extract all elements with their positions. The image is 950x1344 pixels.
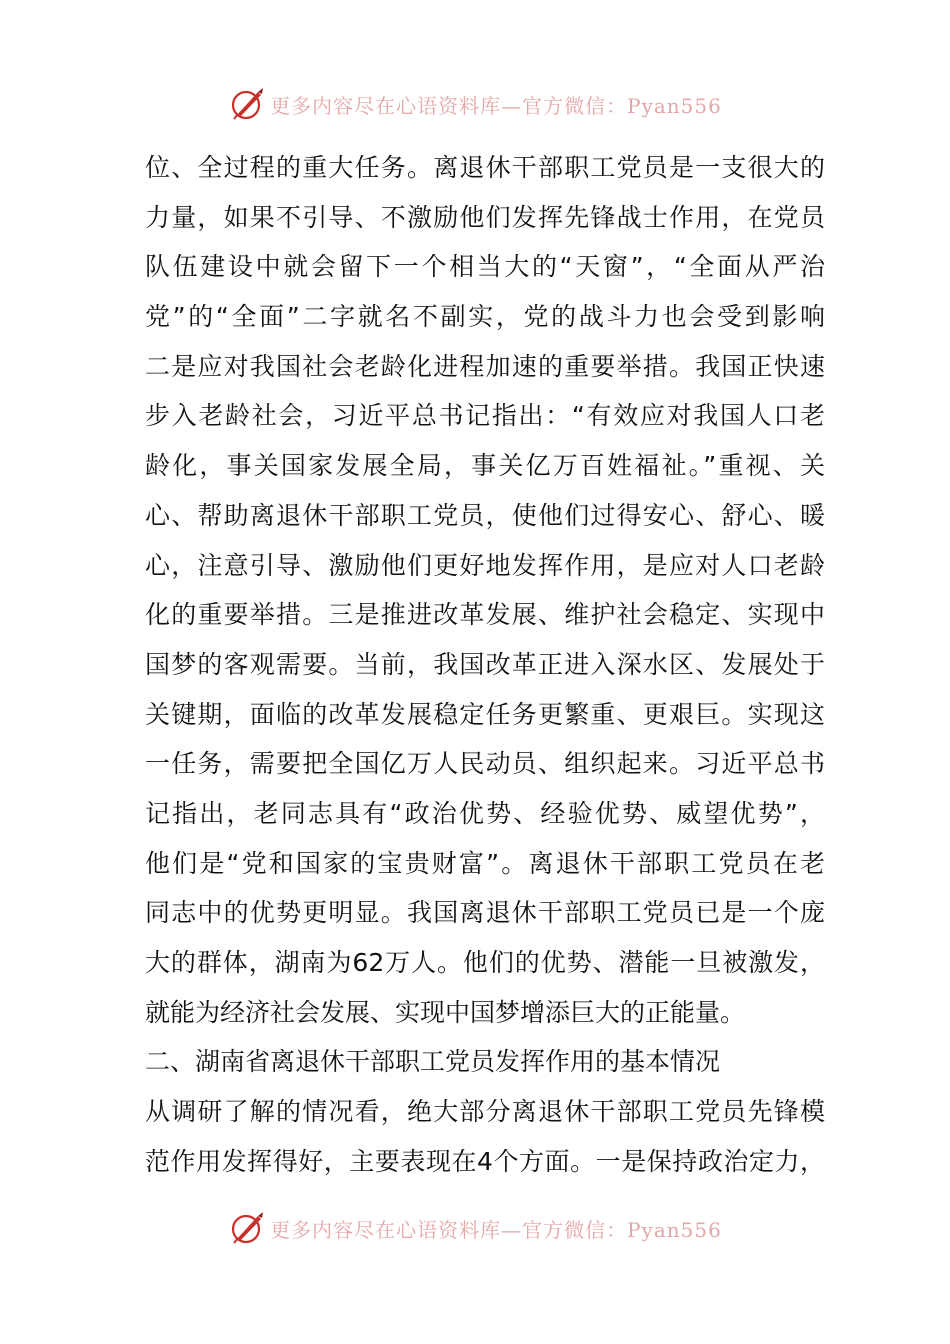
quill-pen-circle-icon xyxy=(228,1210,266,1246)
text-line: 队伍建设中就会留下一个相当大的“天窗”，“全面从严治 xyxy=(145,252,825,282)
text-line: 化的重要举措。三是推进改革发展、维护社会稳定、实现中 xyxy=(145,600,825,630)
text-line: 心、帮助离退休干部职工党员，使他们过得安心、舒心、暖 xyxy=(145,500,825,530)
text-line: 步入老龄社会，习近平总书记指出：“有效应对我国人口老 xyxy=(145,401,825,431)
text-line: 记指出，老同志具有“政治优势、经验优势、威望优势”， xyxy=(145,798,825,828)
watermark-banner-top xyxy=(0,84,950,124)
text-line: 范作用发挥得好，主要表现在4个方面。一是保持政治定力， xyxy=(145,1146,825,1176)
quill-pen-circle-icon xyxy=(228,86,266,122)
section-heading: 二、湖南省离退休干部职工党员发挥作用的基本情况 xyxy=(145,1047,721,1077)
text-line: 他们是“党和国家的宝贵财富”。离退休干部职工党员在老 xyxy=(145,848,825,878)
text-line: 一任务，需要把全国亿万人民动员、组织起来。习近平总书 xyxy=(145,749,825,779)
watermark-text: 更多内容尽在心语资料库—官方微信：Pyan556 xyxy=(270,93,722,118)
text-line: 关键期，面临的改革发展稳定任务更繁重、更艰巨。实现这 xyxy=(145,699,825,729)
text-line: 大的群体，湖南为62万人。他们的优势、潜能一旦被激发， xyxy=(145,948,825,977)
watermark-text: 更多内容尽在心语资料库—官方微信：Pyan556 xyxy=(270,1217,722,1242)
text-line: 力量，如果不引导、不激励他们发挥先锋战士作用，在党员 xyxy=(145,202,825,232)
text-line: 位、全过程的重大任务。离退休干部职工党员是一支很大的 xyxy=(145,153,825,182)
text-line: 党”的“全面”二字就名不副实，党的战斗力也会受到影响 xyxy=(145,302,825,332)
text-line: 二是应对我国社会老龄化进程加速的重要举措。我国正快速 xyxy=(145,351,825,381)
text-line: 国梦的客观需要。当前，我国改革正进入深水区、发展处于 xyxy=(145,649,825,679)
text-line: 从调研了解的情况看，绝大部分离退休干部职工党员先锋模 xyxy=(145,1097,825,1127)
text-line: 同志中的优势更明显。我国离退休干部职工党员已是一个庞 xyxy=(145,898,825,928)
text-line: 龄化，事关国家发展全局，事关亿万百姓福祉。”重视、关 xyxy=(145,451,825,481)
text-line: 心，注意引导、激励他们更好地发挥作用，是应对人口老龄 xyxy=(145,550,825,580)
text-line: 就能为经济社会发展、实现中国梦增添巨大的正能量。 xyxy=(145,997,746,1027)
document-body xyxy=(145,143,825,1186)
watermark-banner-bottom xyxy=(0,1208,950,1248)
